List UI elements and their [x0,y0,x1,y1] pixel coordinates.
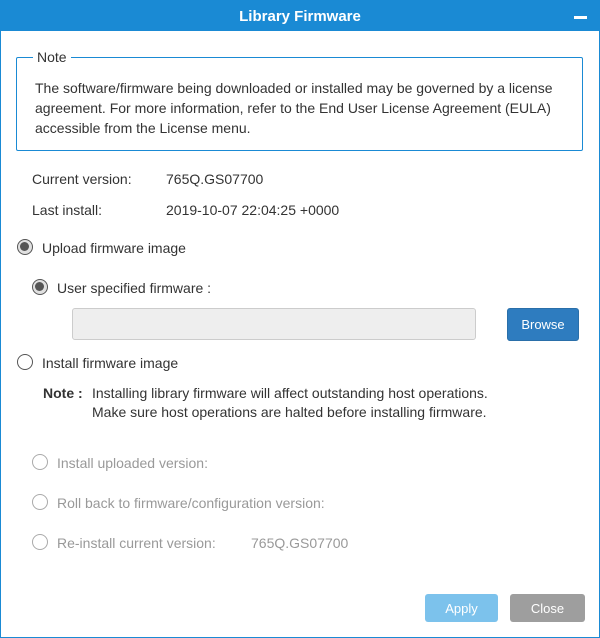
current-version-label: Current version: [32,171,132,187]
install-note-line-1: Installing library firmware will affect outstanding host operations. [92,385,488,401]
note-legend: Note [33,49,71,65]
browse-button[interactable]: Browse [507,308,579,341]
install-firmware-radio[interactable] [17,354,33,370]
minimize-icon[interactable] [574,16,587,19]
install-note-line-2: Make sure host operations are halted before installing firmware. [92,404,487,420]
reinstall-label: Re-install current version: [57,535,216,551]
rollback-label: Roll back to firmware/configuration version: [57,495,325,511]
last-install-label: Last install: [32,202,103,218]
upload-firmware-radio[interactable] [17,239,33,255]
install-firmware-label[interactable]: Install firmware image [42,355,179,371]
apply-button[interactable]: Apply [425,594,498,622]
install-uploaded-radio[interactable] [32,454,48,470]
install-note-label: Note : [43,385,83,401]
dialog-title: Library Firmware [239,7,361,25]
install-note-text [92,384,488,422]
user-specified-firmware-label[interactable]: User specified firmware : [57,280,212,296]
reinstall-version-value: 765Q.GS07700 [251,535,349,551]
note-fieldset [16,49,583,151]
title-bar [1,1,599,31]
close-button[interactable]: Close [510,594,585,622]
last-install-value: 2019-10-07 22:04:25 +0000 [166,202,340,218]
current-version-value: 765Q.GS07700 [166,171,264,187]
rollback-radio[interactable] [32,494,48,510]
user-specified-firmware-radio[interactable] [32,279,48,295]
upload-firmware-label[interactable]: Upload firmware image [42,240,186,256]
note-text: The software/firmware being downloaded or installed may be governed by a license agreement. For more information, refer to the End User License Agreement (EULA) accessible from the License menu. [35,80,553,136]
reinstall-radio[interactable] [32,534,48,550]
install-uploaded-label: Install uploaded version: [57,455,208,471]
firmware-file-input[interactable] [72,308,476,340]
